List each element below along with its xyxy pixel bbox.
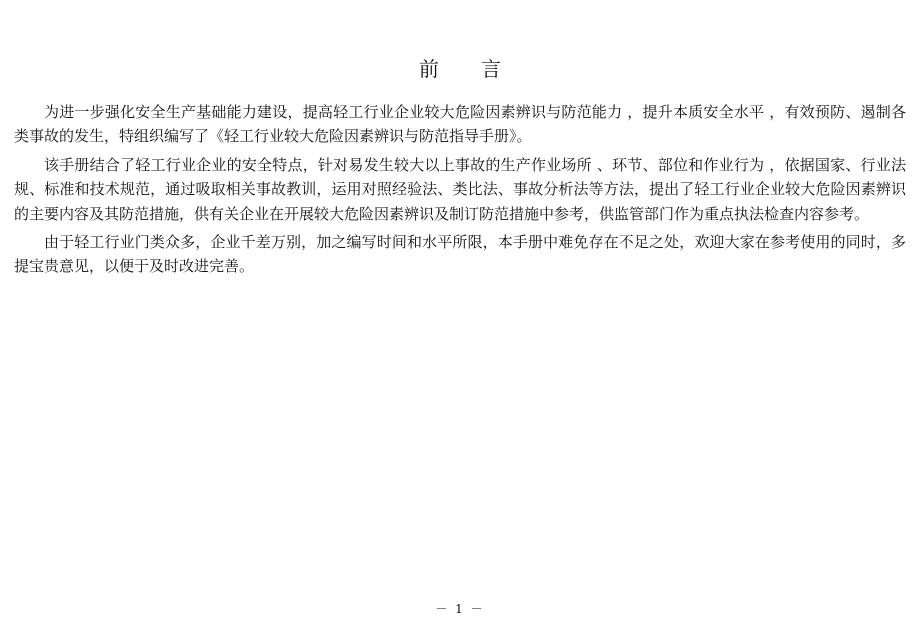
body-text	[14, 100, 906, 283]
paragraph: 由于轻工行业门类众多，企业千差万别，加之编写时间和水平所限，本手册中难免存在不足之处，欢迎大家在参考使用的同时，多提宝贵意见，以便于及时改进完善。	[14, 233, 906, 276]
page-number: － 1 －	[435, 602, 485, 616]
paragraph: 为进一步强化安全生产基础能力建设，提高轻工行业企业较大危险因素辨识与防范能力 ，提升本质安全水平 ，有效预防、遏制各类事故的发生，特组织编写了《轻工行业较大危险因素辨识与防范指导手册》。	[14, 103, 906, 146]
paragraph: 该手册结合了轻工行业企业的安全特点，针对易发生较大以上事故的生产作业场所 、环节、部位和作业行为 ，依据国家、行业法规、标准和技术规范，通过吸取相关事故教训，运用对照经验法、类比法、事故分析法等方法，提出了轻工行业企业较大危险因素辨识的主要内容及其防范措施，供有关企业在开展较大危险因素辨识及制订防范措施中参考，供监管部门作为重点执法检查内容参考。	[14, 155, 906, 223]
page-title: 前 言	[418, 57, 520, 81]
